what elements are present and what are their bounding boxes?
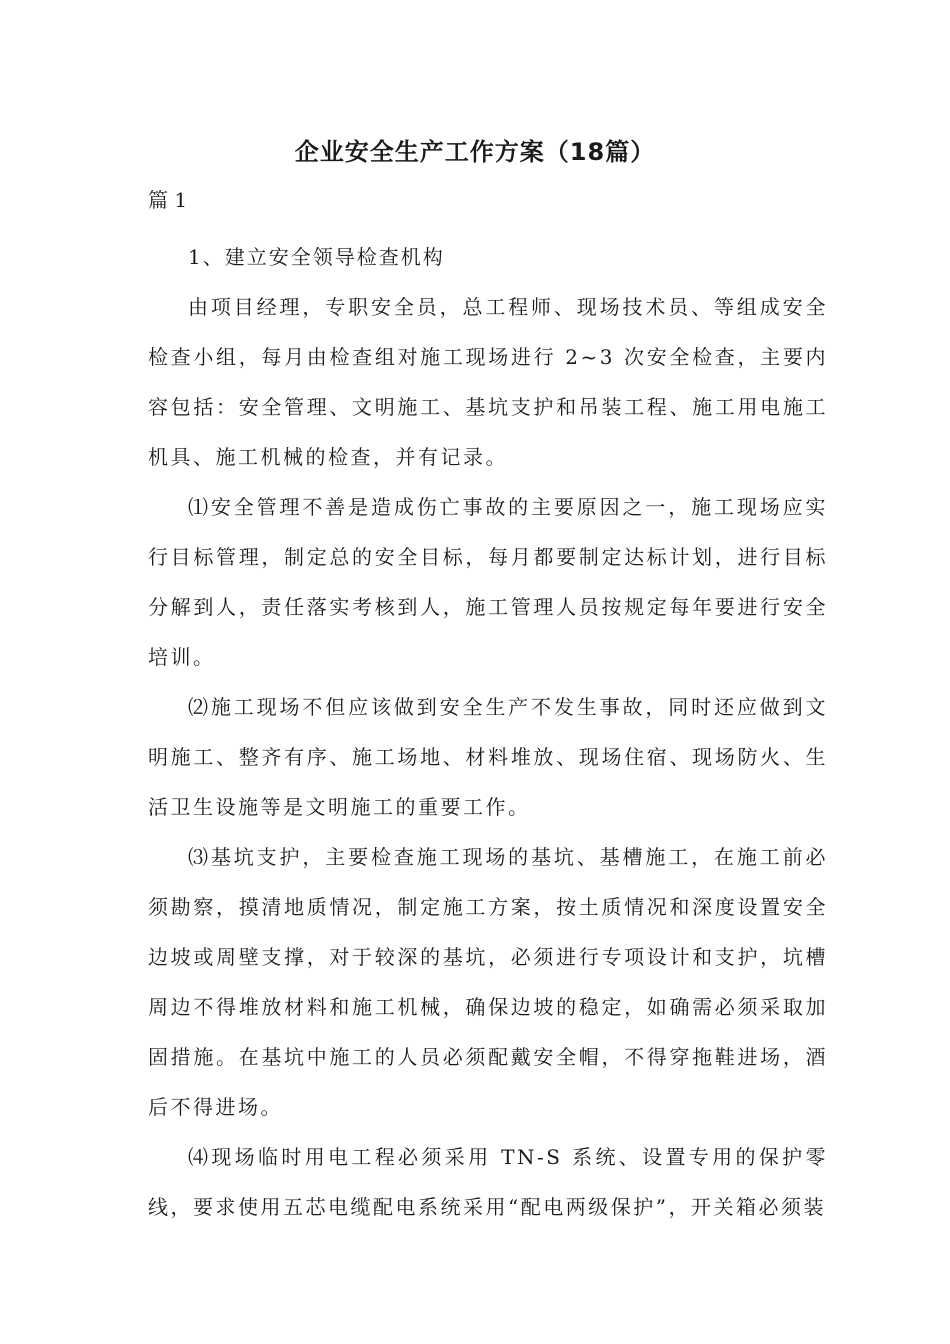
section-label: 篇 1 xyxy=(148,188,188,212)
document-title: 企业安全生产工作方案（18篇） xyxy=(294,138,656,166)
section-heading: 1、建立安全领导检查机构 xyxy=(188,245,445,269)
document-body xyxy=(148,232,828,1232)
paragraph: ⑴安全管理不善是造成伤亡事故的主要原因之一，施工现场应实行目标管理，制定总的安全目标，每月都要制定达标计划，进行目标分解到人，责任落实考核到人，施工管理人员按规定每年要进行安全培训。 xyxy=(148,495,828,669)
paragraph: ⑶基坑支护，主要检查施工现场的基坑、基槽施工，在施工前必须勘察，摸清地质情况，制定施工方案，按土质情况和深度设置安全边坡或周壁支撑，对于较深的基坑，必须进行专项设计和支护，坑槽周边不得堆放材料和施工机械，确保边坡的稳定，如确需必须采取加固措施。在基坑中施工的人员必须配戴安全帽，不得穿拖鞋进场，酒后不得进场。 xyxy=(148,845,828,1119)
paragraph: ⑷现场临时用电工程必须采用 TN-S 系统、设置专用的保护零线，要求使用五芯电缆配电系统采用“配电两级保护”，开关箱必须装 xyxy=(148,1145,828,1219)
paragraph: 由项目经理，专职安全员，总工程师、现场技术员、等组成安全检查小组，每月由检查组对施工现场进行 2~3 次安全检查，主要内容包括：安全管理、文明施工、基坑支护和吊装工程、施工用电施工机具、施工机械的检查，并有记录。 xyxy=(148,295,828,469)
paragraph: ⑵施工现场不但应该做到安全生产不发生事故，同时还应做到文明施工、整齐有序、施工场地、材料堆放、现场住宿、现场防火、生活卫生设施等是文明施工的重要工作。 xyxy=(148,695,828,819)
